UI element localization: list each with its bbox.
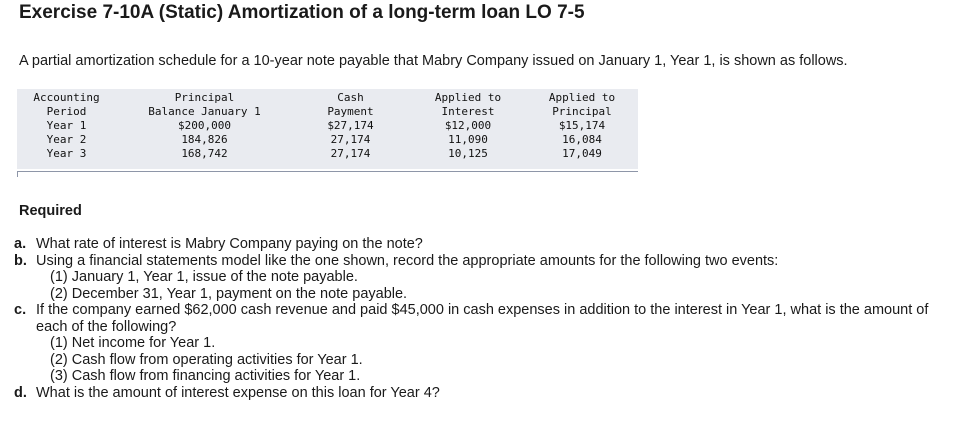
table-row — [17, 133, 636, 147]
question-text: What rate of interest is Mabry Company paying on the note? — [36, 236, 423, 252]
question-c — [14, 302, 944, 335]
question-label: b. — [14, 252, 27, 269]
question-label: a. — [14, 236, 27, 252]
question-c-part-1: (1) Net income for Year 1. — [50, 335, 216, 351]
table-cell: $15,174 — [558, 119, 606, 132]
schedule-divider-tick — [17, 171, 18, 177]
intro-text: A partial amortization schedule for a 10-year note payable that Mabry Company issued on January 1, Year 1, is shown as follows. — [19, 53, 848, 69]
table-cell: Year 2 — [46, 133, 87, 146]
question-d — [14, 385, 944, 402]
table-row — [17, 119, 636, 133]
table-header-row — [17, 91, 636, 119]
table-cell: Year 1 — [46, 119, 87, 132]
question-c-part-3: (3) Cash flow from financing activities for Year 1. — [50, 368, 361, 384]
table-cell: 27,174 — [330, 147, 371, 160]
question-text: Using a financial statements model like the one shown, record the appropriate amounts for the following two events: — [36, 252, 779, 269]
required-heading: Required — [19, 203, 82, 219]
question-text: What is the amount of interest expense on this loan for Year 4? — [36, 384, 440, 401]
table-cell: 16,084 — [562, 133, 602, 146]
table-cell: $12,000 — [444, 119, 492, 132]
amortization-schedule-table — [17, 91, 636, 161]
table-cell: 168,742 — [181, 147, 228, 160]
exercise-title: Exercise 7-10A (Static) Amortization of a long-term loan LO 7-5 — [19, 2, 585, 23]
question-c-part-2: (2) Cash flow from operating activities for Year 1. — [50, 351, 363, 368]
question-b-part-1: (1) January 1, Year 1, issue of the note payable. — [50, 269, 358, 285]
table-cell: $200,000 — [178, 119, 231, 132]
table-cell: 184,826 — [181, 133, 228, 146]
column-header-accounting-period: Accounting Period — [33, 91, 100, 118]
schedule-divider — [17, 171, 638, 172]
question-label: d. — [14, 384, 27, 401]
column-header-cash-payment: Cash Payment — [327, 91, 374, 118]
table-cell: 11,090 — [448, 133, 488, 146]
question-b-part-2: (2) December 31, Year 1, payment on the note payable. — [50, 285, 408, 302]
table-row — [17, 147, 636, 161]
table-cell: 10,125 — [448, 147, 488, 160]
question-label: c. — [14, 302, 27, 318]
column-header-applied-to-interest: Applied to Interest — [434, 91, 502, 118]
question-text: If the company earned $62,000 cash revenue and paid $45,000 in cash expenses in addition to the interest in Year 1, what is the amount of each of the following? — [36, 302, 929, 335]
table-cell: 17,049 — [562, 147, 602, 160]
table-cell: $27,174 — [327, 119, 374, 132]
question-b — [14, 253, 944, 270]
table-cell: Year 3 — [46, 147, 87, 160]
question-list — [14, 236, 944, 401]
column-header-applied-to-principal: Applied to Principal — [548, 91, 616, 118]
question-a — [14, 236, 944, 253]
column-header-principal-balance: Principal Balance January 1 — [148, 91, 261, 118]
table-cell: 27,174 — [330, 133, 371, 146]
